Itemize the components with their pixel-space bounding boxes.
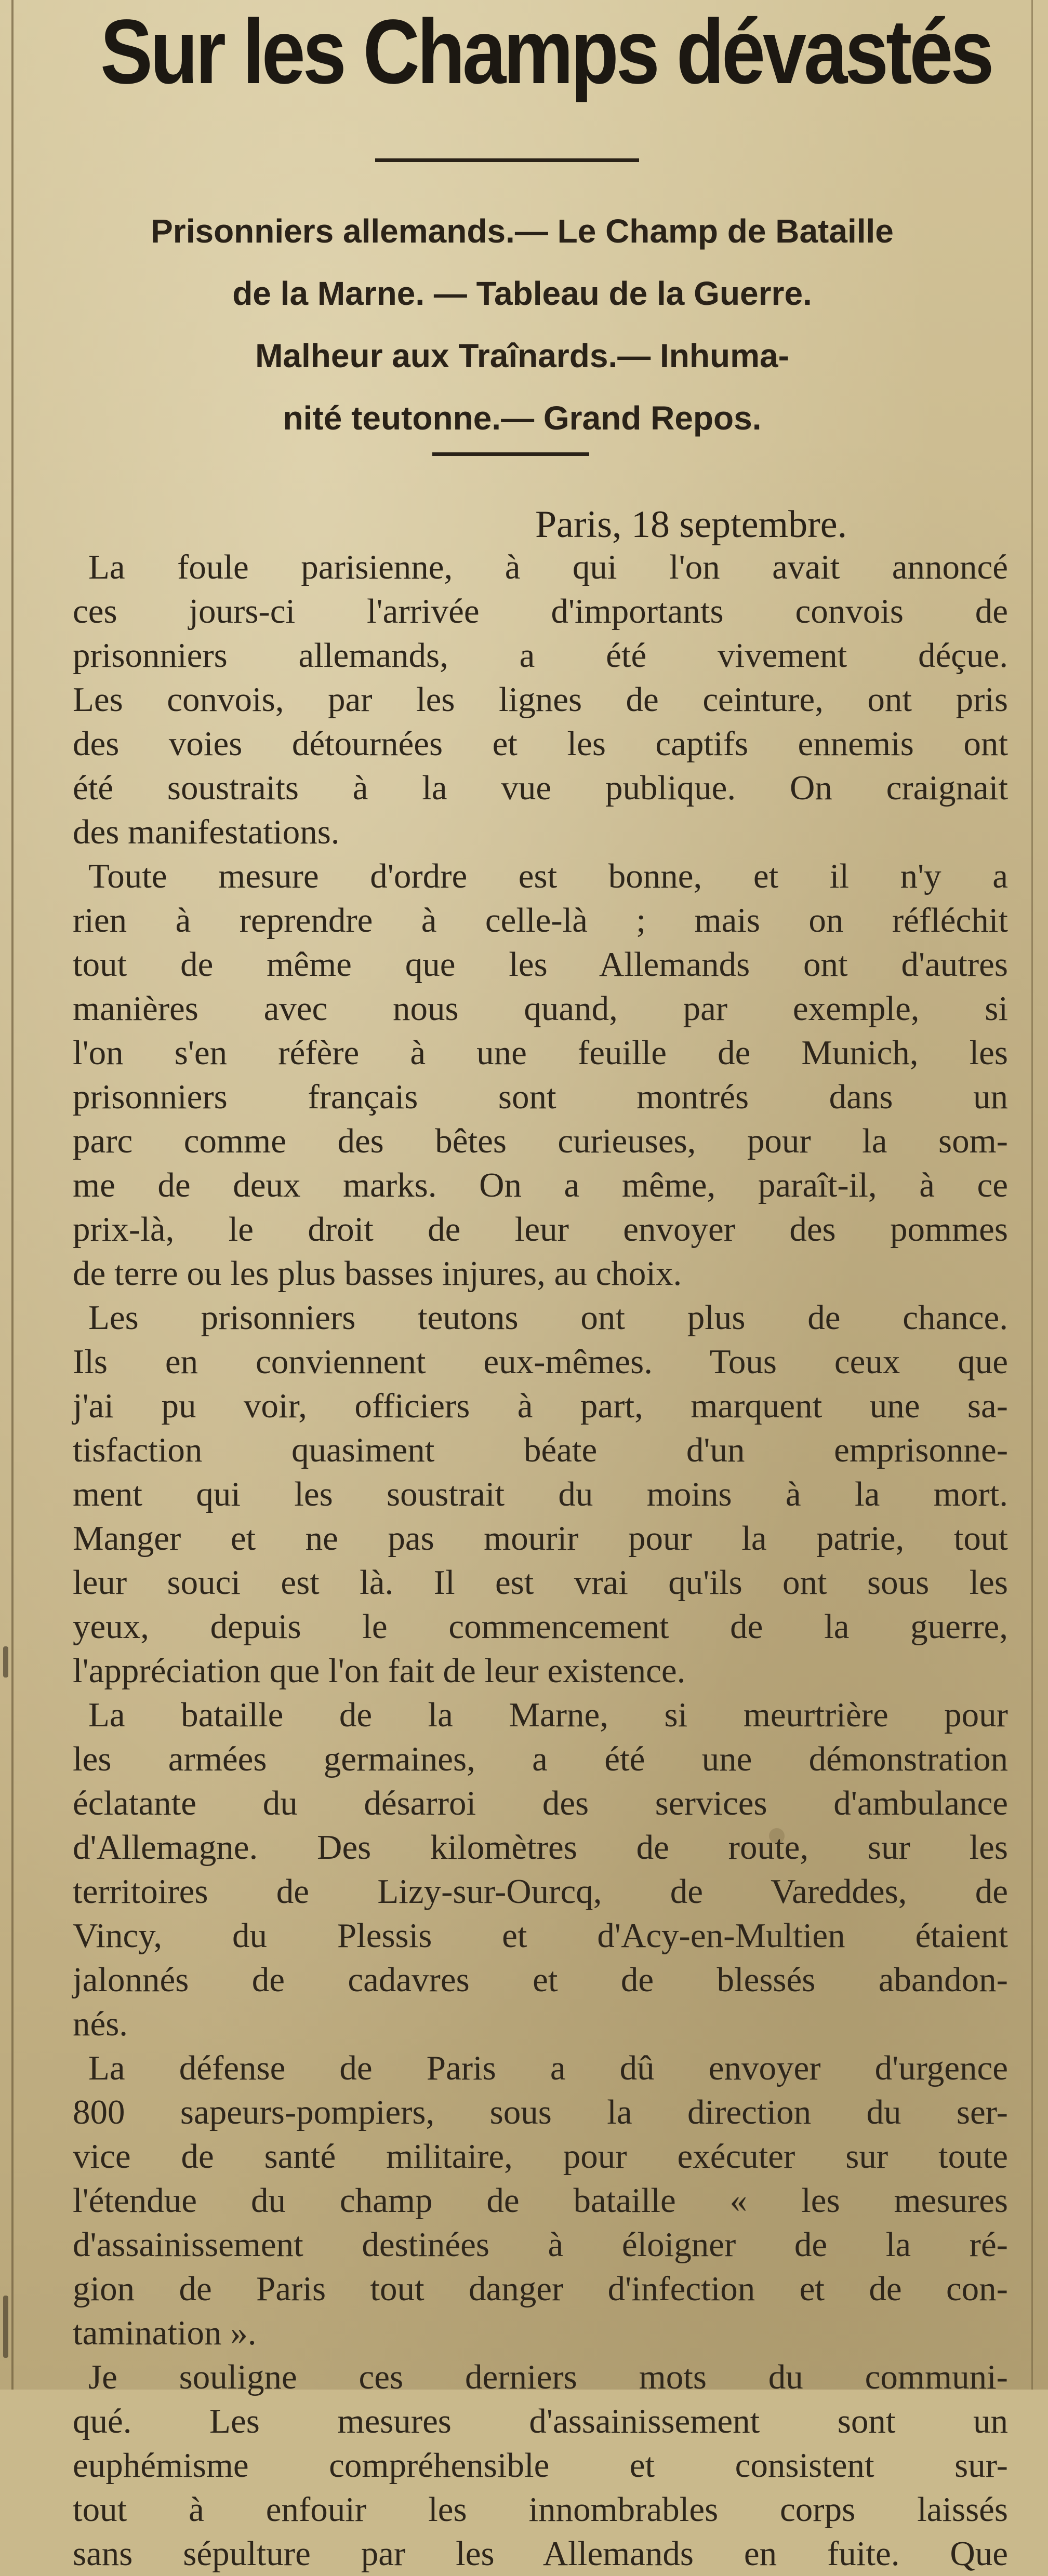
- body-line: Manger et ne pas mourir pour la patrie, tout: [73, 1519, 1008, 1558]
- column-rule-left: [11, 0, 14, 2390]
- body-line: été soustraits à la vue publique. On craignait: [73, 769, 1008, 807]
- article-body: [73, 545, 1008, 2576]
- body-line: yeux, depuis le commencement de la guerre,: [73, 1607, 1008, 1646]
- body-line: les armées germaines, a été une démonstration: [73, 1740, 1008, 1778]
- body-line: nés.: [73, 2005, 128, 2043]
- body-line: éclatante du désarroi des services d'ambulance: [73, 1784, 1008, 1822]
- body-line: me de deux marks. On a même, paraît-il, à ce: [73, 1166, 1008, 1204]
- body-line: d'Allemagne. Des kilomètres de route, sur les: [73, 1828, 1008, 1867]
- body-line: tisfaction quasiment béate d'un emprisonne-: [73, 1431, 1008, 1469]
- body-line: prix-là, le droit de leur envoyer des pommes: [73, 1210, 1008, 1249]
- body-line: tamination ».: [73, 2314, 257, 2352]
- body-line: ces jours-ci l'arrivée d'importants convois de: [73, 592, 1008, 630]
- margin-mark: [3, 2296, 8, 2358]
- body-line: l'on s'en réfère à une feuille de Munich, les: [73, 1034, 1008, 1072]
- body-line: vice de santé militaire, pour exécuter sur toute: [73, 2137, 1008, 2176]
- body-line: territoires de Lizy-sur-Ourcq, de Vareddes, de: [73, 1872, 1008, 1911]
- summary-rule: [432, 452, 589, 456]
- body-line: Les convois, par les lignes de ceinture, ont pris: [73, 680, 1008, 719]
- body-line: La foule parisienne, à qui l'on avait annoncé: [88, 548, 1008, 586]
- body-line: j'ai pu voir, officiers à part, marquent une sa-: [73, 1387, 1008, 1425]
- body-line: qué. Les mesures d'assainissement sont un: [73, 2402, 1008, 2440]
- body-line: sans sépulture par les Allemands en fuite. Que: [73, 2534, 1008, 2573]
- article-headline: Sur les Champs dévastés: [100, 1, 992, 103]
- body-line: des voies détournées et les captifs ennemis ont: [73, 725, 1008, 763]
- body-line: Toute mesure d'ordre est bonne, et il n'y a: [88, 857, 1008, 895]
- body-line: manières avec nous quand, par exemple, si: [73, 989, 1008, 1028]
- summary-line: nité teutonne.— Grand Repos.: [283, 399, 762, 437]
- body-line: euphémisme compréhensible et consistent sur-: [73, 2446, 1008, 2485]
- body-line: leur souci est là. Il est vrai qu'ils ont sous les: [73, 1563, 1008, 1602]
- body-line: l'appréciation que l'on fait de leur existence.: [73, 1652, 686, 1690]
- body-line: prisonniers français sont montrés dans un: [73, 1078, 1008, 1116]
- margin-mark: [3, 1646, 8, 1678]
- article-summary: [26, 200, 1018, 449]
- body-line: de terre ou les plus basses injures, au choix.: [73, 1254, 682, 1293]
- body-line: rien à reprendre à celle-là ; mais on réfléchit: [73, 901, 1008, 940]
- body-line: Les prisonniers teutons ont plus de chance.: [88, 1298, 1008, 1337]
- body-line: La bataille de la Marne, si meurtrière pour: [88, 1696, 1008, 1734]
- body-line: tout de même que les Allemands ont d'autres: [73, 945, 1008, 984]
- body-line: parc comme des bêtes curieuses, pour la som-: [73, 1122, 1008, 1160]
- body-line: jalonnés de cadavres et de blessés abandon-: [73, 1961, 1008, 1999]
- body-line: d'assainissement destinées à éloigner de la ré-: [73, 2225, 1008, 2264]
- body-line: prisonniers allemands, a été vivement déçue.: [73, 636, 1008, 675]
- summary-line: Malheur aux Traînards.— Inhuma-: [255, 337, 789, 374]
- body-line: l'étendue du champ de bataille « les mesures: [73, 2181, 1008, 2220]
- headline-rule: [375, 158, 639, 162]
- body-line: Je souligne ces derniers mots du communi-: [88, 2358, 1008, 2396]
- body-line: tout à enfouir les innombrables corps laissés: [73, 2490, 1008, 2529]
- body-line: des manifestations.: [73, 813, 340, 851]
- summary-line: de la Marne. — Tableau de la Guerre.: [232, 275, 812, 312]
- column-rule-right: [1031, 0, 1033, 2390]
- body-line: ment qui les soustrait du moins à la mort.: [73, 1475, 1008, 1513]
- body-line: Ils en conviennent eux-mêmes. Tous ceux que: [73, 1343, 1008, 1381]
- body-line: gion de Paris tout danger d'infection et de con-: [73, 2270, 1008, 2308]
- body-line: 800 sapeurs-pompiers, sous la direction du ser-: [73, 2093, 1008, 2131]
- body-line: Vincy, du Plessis et d'Acy-en-Multien étaient: [73, 1916, 1008, 1955]
- body-line: La défense de Paris a dû envoyer d'urgence: [88, 2049, 1008, 2087]
- summary-line: Prisonniers allemands.— Le Champ de Bataille: [151, 212, 894, 250]
- dateline: Paris, 18 septembre.: [535, 503, 847, 546]
